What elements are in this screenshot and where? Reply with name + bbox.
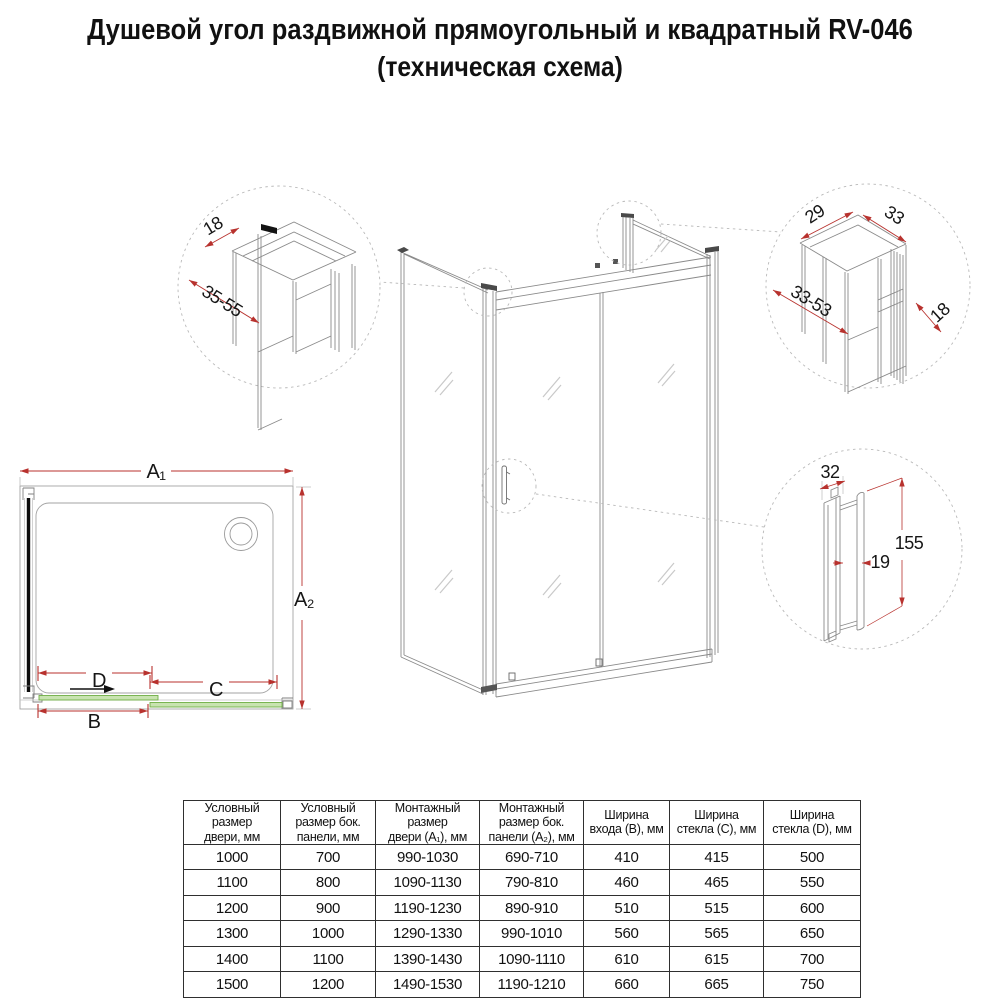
dim-label-a2: A₂ <box>293 589 315 611</box>
plan-dimensions <box>20 471 311 718</box>
cell: 1190-1210 <box>480 972 584 998</box>
cell: 1190-1230 <box>376 895 480 921</box>
cell: 990-1030 <box>376 844 480 870</box>
col-header-glass-c-width: Ширина стекла (C), мм <box>670 801 764 845</box>
detail-circle <box>762 449 962 649</box>
cell: 1300 <box>184 921 281 947</box>
cell: 1290-1330 <box>376 921 480 947</box>
col-header-entry-width: Ширина входа (B), мм <box>584 801 670 845</box>
door-left-profile <box>481 283 497 695</box>
dim-label-29: 29 <box>801 200 829 228</box>
cell: 465 <box>670 870 764 896</box>
cell: 665 <box>670 972 764 998</box>
cell: 1090-1110 <box>480 946 584 972</box>
dim-label-b: B <box>87 711 101 733</box>
profile-sketch <box>232 222 356 430</box>
dim-label-19: 19 <box>870 552 890 572</box>
cell: 900 <box>281 895 376 921</box>
dim-label-18: 18 <box>199 212 227 240</box>
dimensions <box>820 476 902 626</box>
page-title: Душевой угол раздвижной прямоугольный и квадратный RV-046 <box>87 14 913 46</box>
col-header-door-mount-size: Монтажный размер двери (А₁), мм <box>376 801 480 845</box>
table-header-row <box>184 801 861 845</box>
col-header-door-size: Условный размер двери, мм <box>184 801 281 845</box>
cell: 615 <box>670 946 764 972</box>
fixed-panel-c <box>150 703 282 708</box>
cell: 460 <box>584 870 670 896</box>
callout-leaders <box>380 201 781 527</box>
cell: 690-710 <box>480 844 584 870</box>
table-row <box>184 844 861 870</box>
door-bottom-rail <box>481 649 712 697</box>
cell: 1090-1130 <box>376 870 480 896</box>
door-panel-divider <box>600 292 603 667</box>
col-header-panel-mount-size: Монтажный размер бок. панели (А₂), мм <box>480 801 584 845</box>
door-right-profile <box>705 246 719 658</box>
dim-label-d: D <box>92 670 106 692</box>
cell: 700 <box>764 946 861 972</box>
table-row <box>184 946 861 972</box>
table-row <box>184 921 861 947</box>
cell: 1500 <box>184 972 281 998</box>
cell: 515 <box>670 895 764 921</box>
dim-label-32: 32 <box>820 462 840 482</box>
door-handle <box>502 466 510 504</box>
cell: 510 <box>584 895 670 921</box>
dim-label-35-55: 35-55 <box>198 280 246 321</box>
cell: 1390-1430 <box>376 946 480 972</box>
plan-view <box>20 461 314 733</box>
drain-circle <box>225 518 258 551</box>
dimensions <box>773 212 941 334</box>
dim-label-33: 33 <box>880 201 908 229</box>
dim-label-155: 155 <box>894 533 924 553</box>
size-specification-table <box>183 800 861 998</box>
dim-label-c: C <box>209 679 223 701</box>
page-subtitle: (техническая схема) <box>377 51 623 82</box>
cell: 550 <box>764 870 861 896</box>
col-header-panel-size: Условный размер бок. панели, мм <box>281 801 376 845</box>
cell: 1490-1530 <box>376 972 480 998</box>
dim-label-a1: A₁ <box>146 461 166 483</box>
cell: 1400 <box>184 946 281 972</box>
dim-label-33-53: 33-53 <box>787 281 835 321</box>
cell: 1200 <box>184 895 281 921</box>
cell: 800 <box>281 870 376 896</box>
cell: 700 <box>281 844 376 870</box>
dim-label-18: 18 <box>926 298 954 327</box>
glass-panels-plan <box>39 696 282 708</box>
cell: 600 <box>764 895 861 921</box>
cell: 790-810 <box>480 870 584 896</box>
cell: 660 <box>584 972 670 998</box>
cell: 1100 <box>184 870 281 896</box>
cell: 1000 <box>281 921 376 947</box>
table-row <box>184 895 861 921</box>
handle-detail <box>762 449 962 649</box>
cell: 650 <box>764 921 861 947</box>
cell: 560 <box>584 921 670 947</box>
cell: 1200 <box>281 972 376 998</box>
handle-sketch <box>824 487 864 642</box>
table-row <box>184 870 861 896</box>
cell: 1100 <box>281 946 376 972</box>
cell: 990-1010 <box>480 921 584 947</box>
main-isometric-view <box>380 201 781 697</box>
right-profile-detail <box>766 184 970 394</box>
sliding-panel-d <box>39 696 158 701</box>
cell: 1000 <box>184 844 281 870</box>
cell: 610 <box>584 946 670 972</box>
cell: 500 <box>764 844 861 870</box>
cell: 410 <box>584 844 670 870</box>
table-row <box>184 972 861 998</box>
door-top-rail <box>496 257 711 310</box>
tray-outline <box>20 486 293 709</box>
cell: 890-910 <box>480 895 584 921</box>
tray-inner <box>36 503 273 693</box>
cell: 415 <box>670 844 764 870</box>
left-profile-detail <box>178 186 380 430</box>
cell: 565 <box>670 921 764 947</box>
cell: 750 <box>764 972 861 998</box>
side-panel-glass <box>397 247 488 694</box>
col-header-glass-d-width: Ширина стекла (D), мм <box>764 801 861 845</box>
